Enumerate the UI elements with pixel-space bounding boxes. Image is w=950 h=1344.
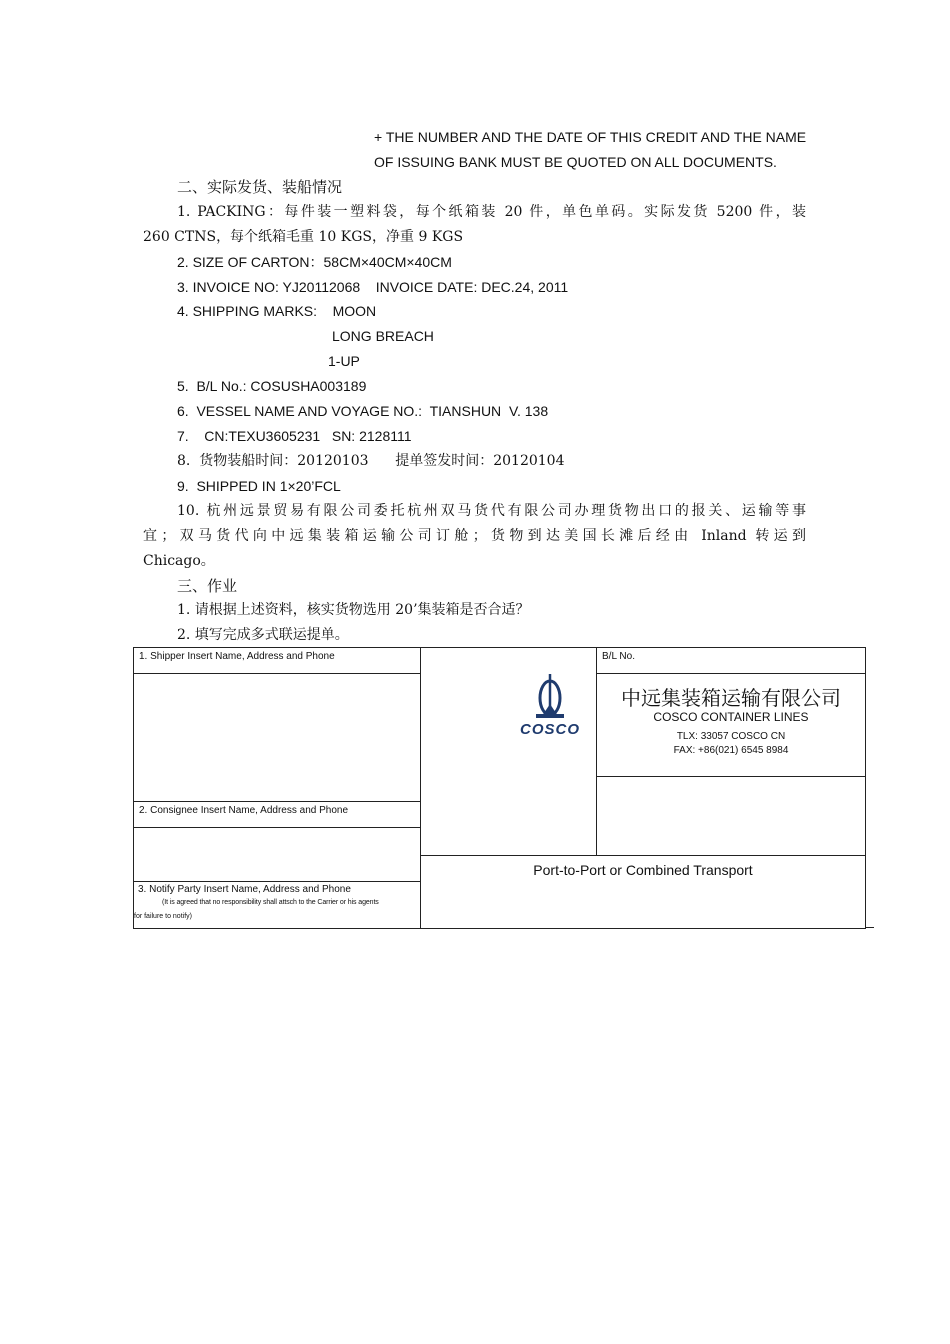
shipping-marks-line2: LONG BREACH xyxy=(332,328,434,344)
shipper-label-cell xyxy=(133,647,421,674)
item10-line3: Chicago。 xyxy=(143,553,215,569)
cosco-logo xyxy=(516,668,584,738)
logo-cell xyxy=(420,647,597,856)
item10-line2: 宜；双马货代向中远集装箱运输公司订舱；货物到达美国长滩后经由 Inland 转运到 xyxy=(143,528,806,544)
shipper-field[interactable] xyxy=(133,673,421,802)
section3-heading: 三、作业 xyxy=(177,577,238,595)
notify-note-line2: for failure to notify) xyxy=(134,913,192,920)
packing-line1: 1. PACKING：每件装一塑料袋，每个纸箱装 20 件，单色单码。实际发货 5200 件，装 xyxy=(177,204,806,220)
section2-heading: 二、实际发货、装船情况 xyxy=(177,178,343,196)
company-fax: FAX: +86(021) 6545 8984 xyxy=(673,745,789,756)
transport-title-cell xyxy=(420,855,866,929)
task-2: 2. 填写完成多式联运提单。 xyxy=(177,627,349,643)
shipped-in: 9. SHIPPED IN 1×20’FCL xyxy=(177,478,341,494)
notify-note-line1: (It is agreed that no responsibility shall attsch to the Carrier or his agents xyxy=(162,899,379,906)
item10-line1: 10. 杭州远景贸易有限公司委托杭州双马货代有限公司办理货物出口的报关、运输等事 xyxy=(177,503,806,519)
form-bottom-rule xyxy=(866,927,874,928)
shipping-marks-line3: 1-UP xyxy=(328,353,360,369)
invoice-info: 3. INVOICE NO: YJ20112068 INVOICE DATE: DEC.24, 2011 xyxy=(177,279,569,295)
carton-size: 2. SIZE OF CARTON：58CM×40CM×40CM xyxy=(177,254,452,270)
company-header-cell xyxy=(596,673,866,777)
packing-line2: 260 CTNS，每个纸箱毛重 10 KGS，净重 9 KGS xyxy=(143,229,464,245)
bill-of-lading-form xyxy=(133,647,866,929)
shipping-marks: 4. SHIPPING MARKS: MOON xyxy=(177,303,377,319)
bl-no-label: B/L No. xyxy=(602,651,635,662)
transport-title: Port-to-Port or Combined Transport xyxy=(533,862,753,878)
bl-number-field[interactable] xyxy=(596,776,866,856)
bl-no-label-cell xyxy=(596,647,866,674)
shipper-label: 1. Shipper Insert Name, Address and Phone xyxy=(139,651,335,662)
shipment-dates: 8. 货物装船时间：20120103 提单签发时间：20120104 xyxy=(177,453,565,469)
container-seal: 7. CN:TEXU3605231 SN: 2128111 xyxy=(177,428,412,444)
company-name-en: COSCO CONTAINER LINES xyxy=(653,710,809,724)
credit-note-line1: + THE NUMBER AND THE DATE OF THIS CREDIT AND THE NAME xyxy=(374,129,807,145)
consignee-label-cell xyxy=(133,801,421,828)
consignee-field[interactable] xyxy=(133,827,421,882)
consignee-label: 2. Consignee Insert Name, Address and Phone xyxy=(139,805,349,816)
task-1: 1. 请根据上述资料，核实货物选用 20’集装箱是否合适？ xyxy=(177,602,530,618)
vessel-voyage: 6. VESSEL NAME AND VOYAGE NO.: TIANSHUN V. 138 xyxy=(177,403,549,419)
company-name-cn: 中远集装箱运输有限公司 xyxy=(621,686,841,710)
logo-text: COSCO xyxy=(519,721,581,738)
company-tlx: TLX: 33057 COSCO CN xyxy=(676,731,786,742)
bl-number: 5. B/L No.: COSUSHA003189 xyxy=(177,378,367,394)
credit-note-line2: OF ISSUING BANK MUST BE QUOTED ON ALL DOCUMENTS. xyxy=(374,154,777,170)
notify-party-label: 3. Notify Party Insert Name, Address and Phone xyxy=(138,884,351,895)
notify-party-cell[interactable] xyxy=(133,881,421,929)
